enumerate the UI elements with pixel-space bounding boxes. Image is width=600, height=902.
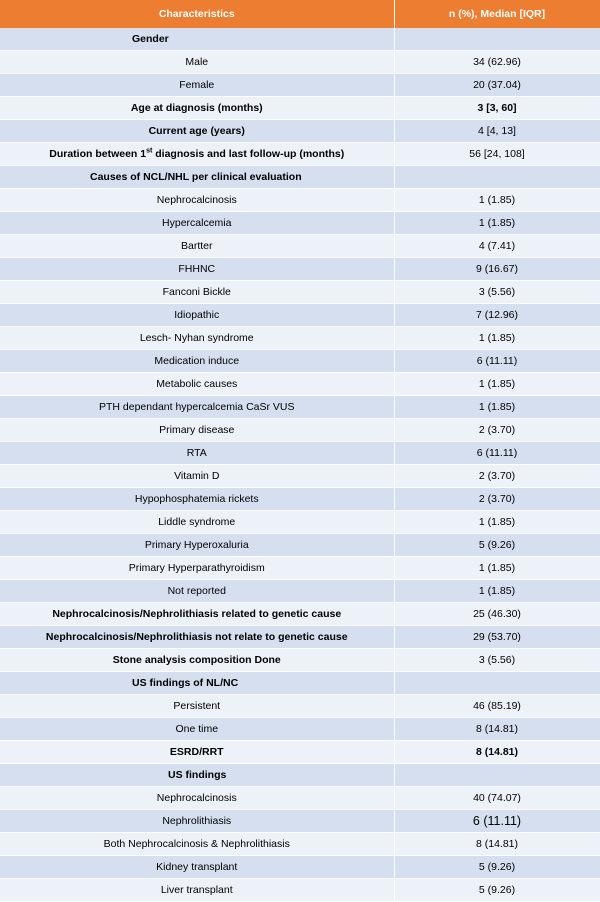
table-row — [0, 649, 600, 672]
row-value: 2 (3.70) — [394, 465, 600, 488]
row-value — [394, 764, 600, 787]
row-value: 6 (11.11) — [394, 350, 600, 373]
row-value: 7 (12.96) — [394, 304, 600, 327]
row-label: Fanconi Bickle — [0, 281, 394, 304]
table-header-row — [0, 0, 600, 28]
table-row — [0, 442, 600, 465]
row-value: 29 (53.70) — [394, 626, 600, 649]
table-row — [0, 51, 600, 74]
row-label: Hypophosphatemia rickets — [0, 488, 394, 511]
row-label: One time — [0, 718, 394, 741]
table-row — [0, 695, 600, 718]
row-value: 1 (1.85) — [394, 373, 600, 396]
row-label: Gender — [0, 28, 394, 51]
row-label: Nephrolithiasis — [0, 810, 394, 833]
table-row — [0, 304, 600, 327]
table-row — [0, 396, 600, 419]
table-row — [0, 97, 600, 120]
row-value: 3 [3, 60] — [394, 97, 600, 120]
row-value: 1 (1.85) — [394, 189, 600, 212]
row-label: Nephrocalcinosis/Nephrolithiasis not relate to genetic cause — [0, 626, 394, 649]
table-body — [0, 28, 600, 902]
row-label: Persistent — [0, 695, 394, 718]
row-label: RTA — [0, 442, 394, 465]
row-label: Liver transplant — [0, 879, 394, 902]
table-row — [0, 534, 600, 557]
row-label: Bartter — [0, 235, 394, 258]
row-value: 2 (3.70) — [394, 488, 600, 511]
row-value: 5 (9.26) — [394, 534, 600, 557]
row-label: Current age (years) — [0, 120, 394, 143]
table-row — [0, 764, 600, 787]
row-label: FHHNC — [0, 258, 394, 281]
row-label: Nephrocalcinosis — [0, 189, 394, 212]
row-value: 1 (1.85) — [394, 580, 600, 603]
row-label: Nephrocalcinosis/Nephrolithiasis related to genetic cause — [0, 603, 394, 626]
table-row — [0, 718, 600, 741]
row-label: Duration between 1st diagnosis and last follow-up (months) — [0, 143, 394, 166]
row-label: Medication induce — [0, 350, 394, 373]
row-value: 6 (11.11) — [394, 442, 600, 465]
table-row — [0, 327, 600, 350]
table-row — [0, 810, 600, 833]
table-row — [0, 741, 600, 764]
row-value: 4 [4, 13] — [394, 120, 600, 143]
table-row — [0, 120, 600, 143]
row-value: 34 (62.96) — [394, 51, 600, 74]
row-label: US findings of NL/NC — [0, 672, 394, 695]
table-row — [0, 166, 600, 189]
table-row — [0, 879, 600, 902]
row-label: PTH dependant hypercalcemia CaSr VUS — [0, 396, 394, 419]
row-label: Kidney transplant — [0, 856, 394, 879]
table-row — [0, 488, 600, 511]
row-label: Lesch- Nyhan syndrome — [0, 327, 394, 350]
row-value: 5 (9.26) — [394, 856, 600, 879]
row-value: 1 (1.85) — [394, 557, 600, 580]
row-label: Causes of NCL/NHL per clinical evaluation — [0, 166, 394, 189]
row-label: Liddle syndrome — [0, 511, 394, 534]
row-value — [394, 28, 600, 51]
row-value: 8 (14.81) — [394, 741, 600, 764]
row-value: 8 (14.81) — [394, 833, 600, 856]
table-row — [0, 373, 600, 396]
row-value: 8 (14.81) — [394, 718, 600, 741]
row-value: 20 (37.04) — [394, 74, 600, 97]
row-value: 56 [24, 108] — [394, 143, 600, 166]
table-row — [0, 258, 600, 281]
row-label: Female — [0, 74, 394, 97]
row-label: Primary disease — [0, 419, 394, 442]
row-value: 1 (1.85) — [394, 212, 600, 235]
row-value: 5 (9.26) — [394, 879, 600, 902]
row-label: Male — [0, 51, 394, 74]
row-value: 1 (1.85) — [394, 511, 600, 534]
row-label: Metabolic causes — [0, 373, 394, 396]
row-value — [394, 672, 600, 695]
row-value: 2 (3.70) — [394, 419, 600, 442]
row-value: 3 (5.56) — [394, 281, 600, 304]
row-label: Primary Hyperoxaluria — [0, 534, 394, 557]
row-label: ESRD/RRT — [0, 741, 394, 764]
table-row — [0, 603, 600, 626]
table-row — [0, 28, 600, 51]
table-row — [0, 350, 600, 373]
row-label: Vitamin D — [0, 465, 394, 488]
table-row — [0, 419, 600, 442]
row-label: Hypercalcemia — [0, 212, 394, 235]
table-row — [0, 626, 600, 649]
table-row — [0, 580, 600, 603]
table-row — [0, 465, 600, 488]
table-row — [0, 856, 600, 879]
row-value — [394, 166, 600, 189]
row-value: 6 (11.11) — [394, 810, 600, 833]
row-value: 4 (7.41) — [394, 235, 600, 258]
table-row — [0, 281, 600, 304]
table-row — [0, 511, 600, 534]
table-row — [0, 557, 600, 580]
row-label: Primary Hyperparathyroidism — [0, 557, 394, 580]
row-value: 46 (85.19) — [394, 695, 600, 718]
header-characteristics: Characteristics — [0, 0, 394, 28]
row-value: 3 (5.56) — [394, 649, 600, 672]
table-row — [0, 833, 600, 856]
row-value: 9 (16.67) — [394, 258, 600, 281]
row-label: Stone analysis composition Done — [0, 649, 394, 672]
table-row — [0, 672, 600, 695]
row-label: Not reported — [0, 580, 394, 603]
row-label: US findings — [0, 764, 394, 787]
row-value: 1 (1.85) — [394, 327, 600, 350]
table-row — [0, 235, 600, 258]
row-label: Age at diagnosis (months) — [0, 97, 394, 120]
row-value: 25 (46.30) — [394, 603, 600, 626]
row-label: Both Nephrocalcinosis & Nephrolithiasis — [0, 833, 394, 856]
row-value: 40 (74.07) — [394, 787, 600, 810]
table-row — [0, 787, 600, 810]
row-value: 1 (1.85) — [394, 396, 600, 419]
table-row — [0, 189, 600, 212]
row-label: Nephrocalcinosis — [0, 787, 394, 810]
table-row — [0, 74, 600, 97]
row-label: Idiopathic — [0, 304, 394, 327]
header-value: n (%), Median [IQR] — [394, 0, 600, 28]
table-row — [0, 212, 600, 235]
table-row — [0, 143, 600, 166]
